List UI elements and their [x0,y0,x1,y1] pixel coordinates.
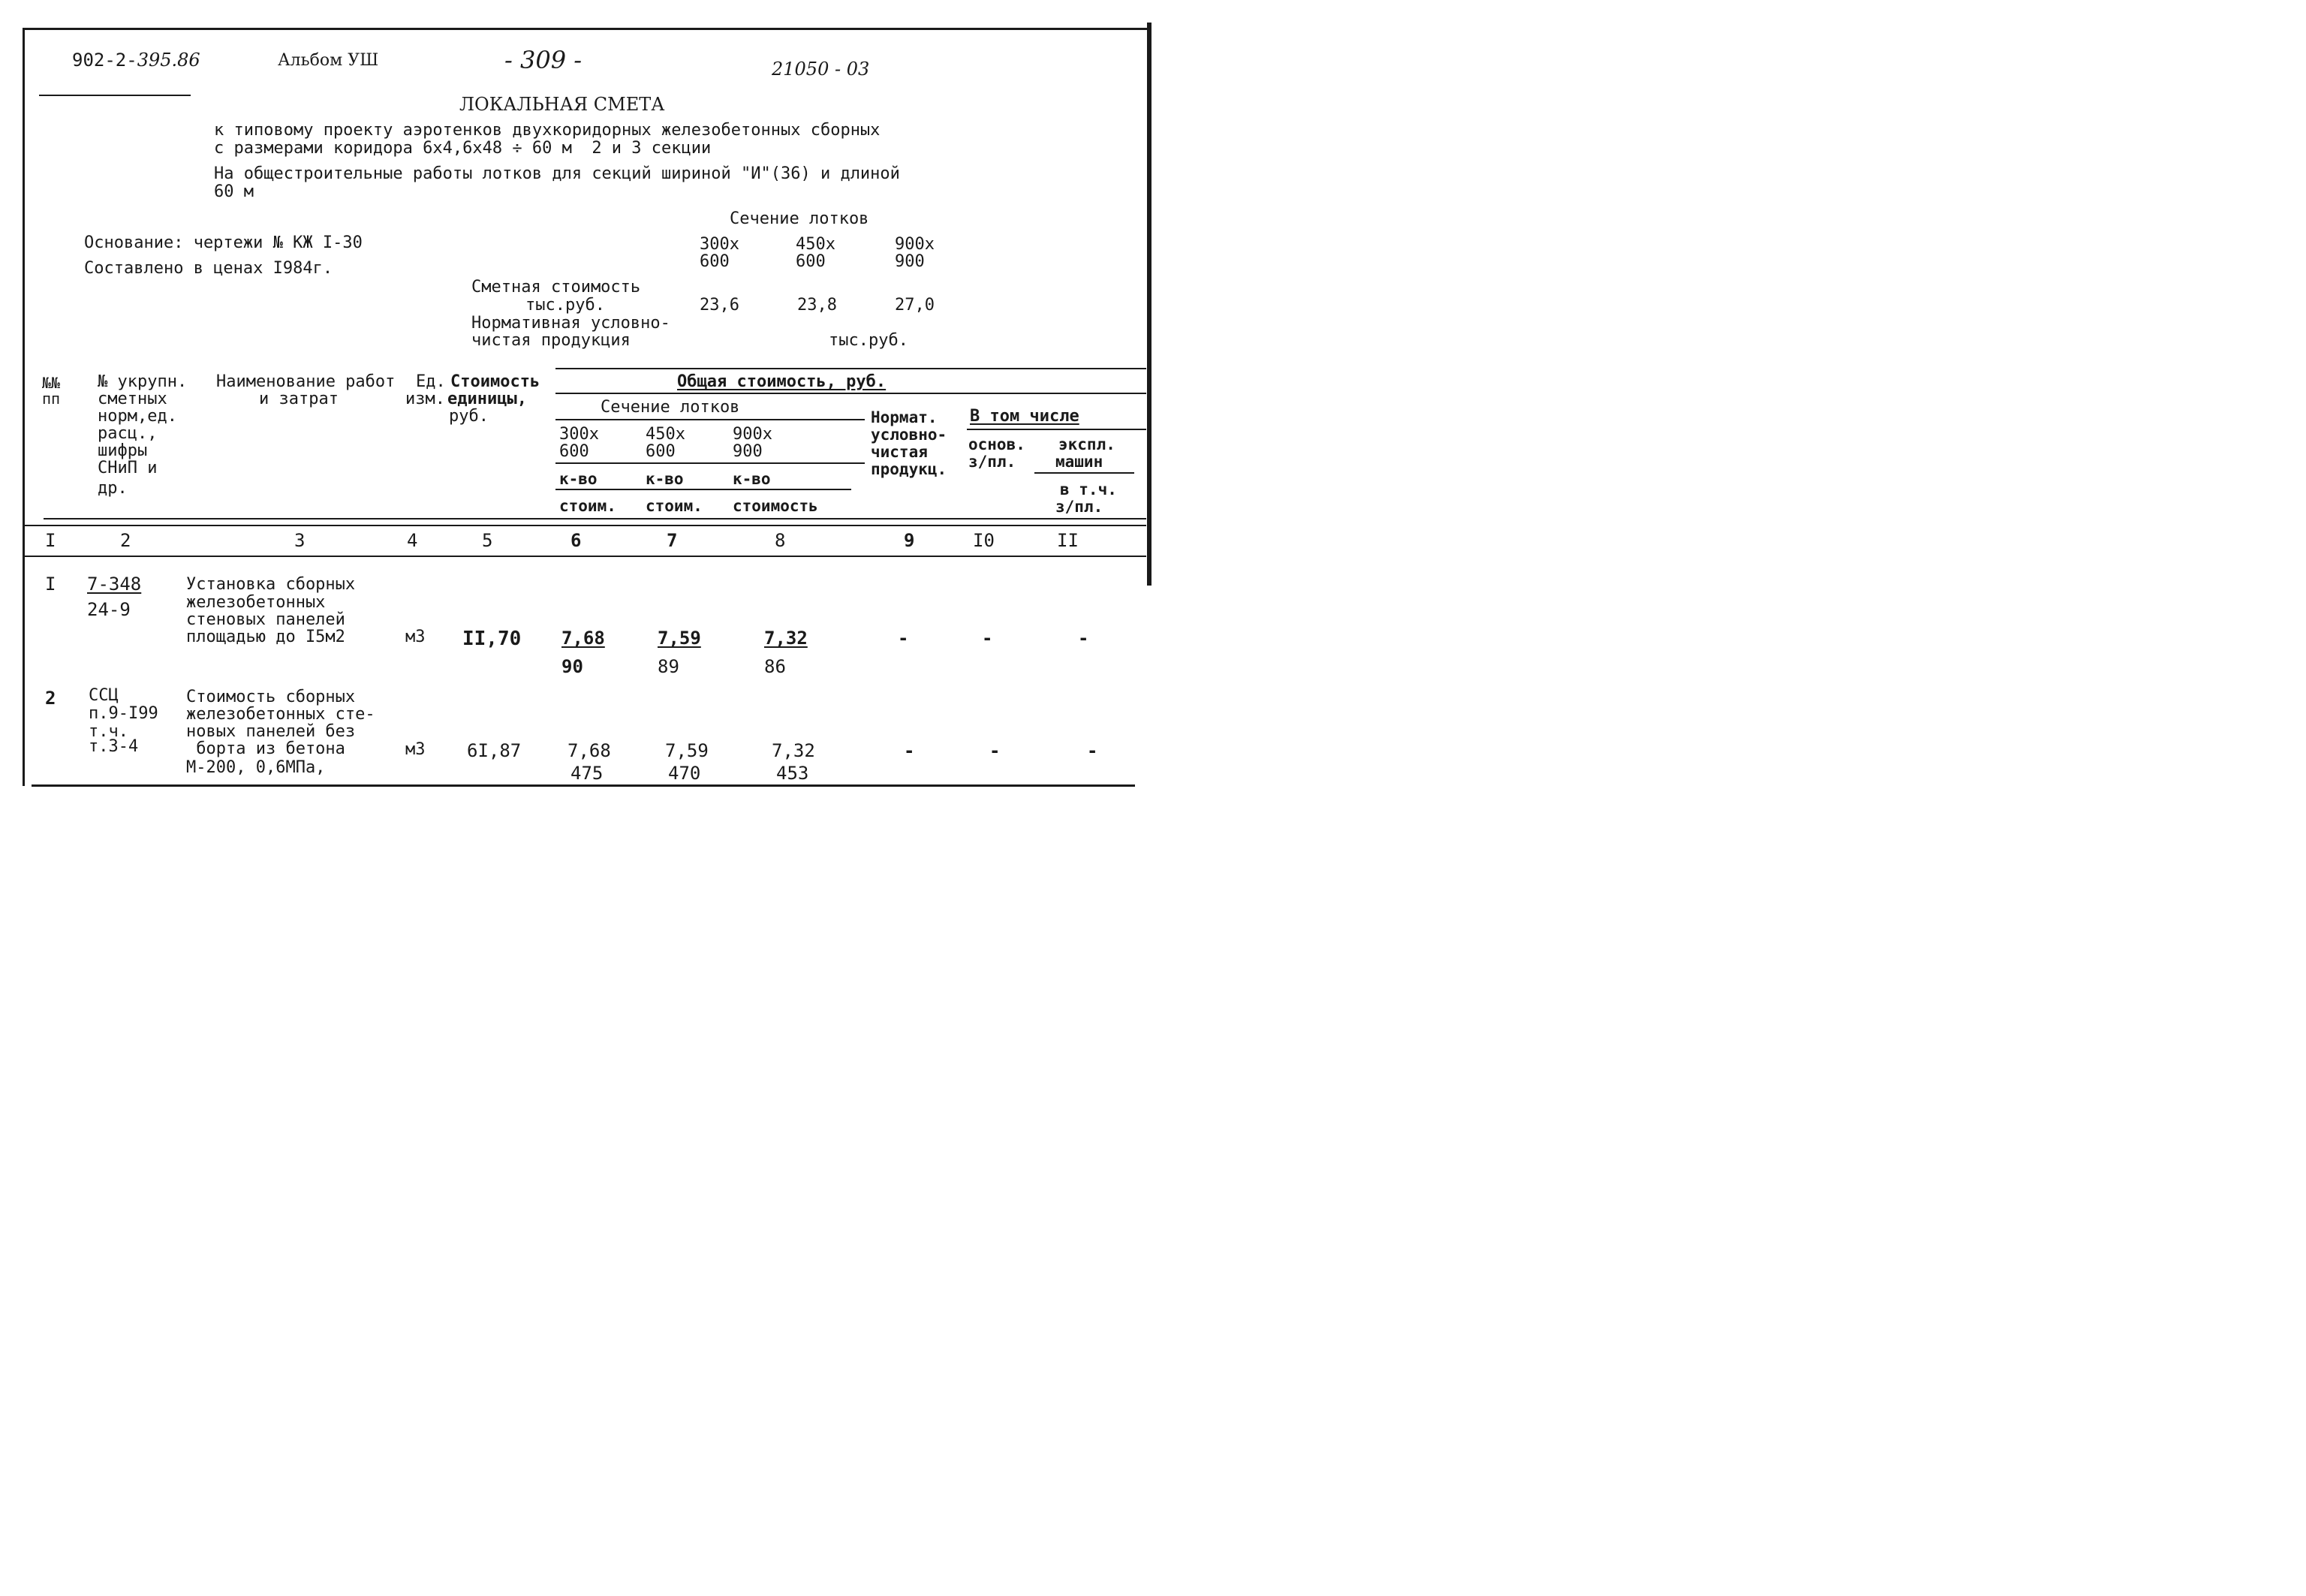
title-line-4: 60 м [214,182,254,201]
header-col2-line7: др. [98,479,128,498]
meta-section-1-top: 300х [700,235,739,254]
header-s1-bottom: 600 [559,442,589,461]
row2-s1-cost: 475 [570,763,604,784]
title-line-1: к типовому проекту аэротенков двухкоридорных железобетонных сборных [214,121,881,140]
header-col9-line2: условно- [871,426,947,444]
header-col3-line1: Наименование работ [216,372,396,391]
header-col4-line1: Ед. [416,372,446,391]
page-number: - 309 - [504,46,583,74]
row2-code-line3: т.ч. [89,722,128,741]
row1-name-line1: Установка сборных [186,575,356,594]
title-line-3: На общестроительные работы лотков для секций шириной "И"(36) и длиной [214,164,900,183]
header-total-cost: Общая стоимость, руб. [677,372,887,391]
header-section-sub: Сечение лотков [601,398,740,417]
section-label: Сечение лотков [730,209,869,228]
row1-code-top: 7-348 [87,574,142,595]
meta-section-3-bottom: 900 [895,252,925,271]
basis-text: Основание: чертежи № КЖ I-30 [84,233,363,252]
document-code: 902-2-395.86 [72,50,200,71]
estimated-cost-1: 23,6 [700,296,739,315]
row1-num: I [45,574,56,595]
estimated-cost-3: 27,0 [895,296,935,315]
row2-unit: м3 [405,740,426,759]
total-cost-rule [555,393,1146,394]
header-col2-line2: сметных [98,390,167,408]
colnum-10: I0 [973,530,995,551]
row2-col10: - [989,740,1001,761]
row2-num: 2 [45,688,56,709]
header-col11-line4: з/пл. [1055,498,1103,516]
normative-unit: тыс.руб. [829,331,908,350]
header-col2-line3: норм,ед. [98,407,177,426]
header-s1-cost: стоим. [559,497,616,515]
row2-col9: - [904,740,915,761]
header-col2-line5: шифры [98,441,148,460]
header-col9-line1: Нормат. [871,408,938,426]
col11-rule [1034,472,1134,474]
header-s3-top: 900х [733,425,772,444]
row2-unit-cost: 6I,87 [467,740,522,761]
row1-col11: - [1078,628,1089,649]
row1-col10: - [982,628,993,649]
row1-s2-cost: 89 [658,656,679,677]
row1-s3-qty: 7,32 [764,628,808,649]
header-col10-line2: з/пл. [968,453,1016,471]
row2-code-line1: ССЦ [89,686,119,705]
colnum-6: 6 [570,530,582,551]
header-col2-line6: СНиП и [98,459,158,477]
estimated-cost-2: 23,8 [797,296,837,315]
row2-s1-qty: 7,68 [567,740,611,761]
colnum-11: II [1057,530,1079,551]
row1-col9: - [898,628,909,649]
row2-s2-qty: 7,59 [665,740,709,761]
row1-name-line3: стеновых панелей [186,610,345,629]
frame-right [1147,23,1151,586]
row1-s3-cost: 86 [764,656,786,677]
header-s2-top: 450х [646,425,685,444]
row2-s3-cost: 453 [776,763,809,784]
row2-name-line2: железобетонных сте- [186,705,375,724]
header-col2-line1: № укрупн. [98,372,188,391]
header-col5-line2: единицы, [447,390,527,408]
header-s1-top: 300х [559,425,599,444]
header-col9-line3: чистая [871,443,928,461]
header-col5-line3: руб. [449,407,489,426]
meta-section-3-top: 900х [895,235,935,254]
section-sub-rule [555,419,865,420]
header-s2-cost: стоим. [646,497,703,515]
header-col11-line1: экспл. [1058,435,1115,453]
header-col11-line3: в т.ч. [1060,480,1117,498]
colnum-4: 4 [407,530,418,551]
header-col10-line1: основ. [968,435,1025,453]
header-s2-qty: к-во [646,470,684,488]
estimated-cost-label-1: Сметная стоимость [471,278,641,297]
qty-rule [555,489,851,490]
row1-name-line4: площадью до I5м2 [186,628,345,646]
incl-rule [967,429,1146,430]
header-col9-line4: продукц. [871,460,947,478]
colnum-9: 9 [904,530,915,551]
colnum-bottom-rule [23,556,1146,557]
header-bottom-rule [44,518,1146,519]
frame-bottom [32,784,1135,787]
row2-name-line1: Стоимость сборных [186,688,356,706]
meta-section-2-bottom: 600 [796,252,826,271]
header-col1-line2: пп [42,390,61,408]
colnum-1: I [45,530,56,551]
colnum-5: 5 [482,530,493,551]
frame-left [23,28,25,786]
row2-code-line2: п.9-I99 [89,704,158,723]
estimated-cost-label-2: тыс.руб. [525,296,605,315]
prices-text: Составлено в ценах I984г. [84,259,333,278]
row2-s2-cost: 470 [668,763,701,784]
row1-unit: м3 [405,628,426,646]
dims-rule [555,462,865,464]
row1-s1-cost: 90 [561,656,583,677]
row2-code-line4: т.3-4 [89,737,139,756]
header-s3-cost: стоимость [733,497,818,515]
page-title: ЛОКАЛЬНАЯ СМЕТА [459,94,665,115]
row2-name-line5: М-200, 0,6МПа, [186,758,326,777]
row1-s2-qty: 7,59 [658,628,701,649]
row1-unit-cost: II,70 [462,628,522,650]
frame-top [23,28,1151,30]
header-s3-qty: к-во [733,470,771,488]
header-incl: В том числе [970,407,1079,426]
header-col5-line1: Стоимость [450,372,540,391]
header-s1-qty: к-во [559,470,598,488]
header-rule [39,95,191,96]
header-col2-line4: расц., [98,424,158,443]
header-col4-line2: изм. [405,390,445,408]
row2-s3-qty: 7,32 [772,740,815,761]
colnum-2: 2 [120,530,131,551]
colnum-3: 3 [294,530,306,551]
header-col3-line2: и затрат [259,390,339,408]
title-line-2: с размерами коридора 6х4,6х48 ÷ 60 м 2 и 3 секции [214,139,712,158]
header-s2-bottom: 600 [646,442,676,461]
row1-name-line2: железобетонных [186,593,326,612]
normative-label-2: чистая продукция [471,331,631,350]
colnum-8: 8 [775,530,786,551]
row2-name-line4: борта из бетона [186,739,345,758]
table-top-rule [555,368,1146,369]
colnum-7: 7 [667,530,678,551]
colnum-top-rule [23,525,1146,526]
meta-section-1-bottom: 600 [700,252,730,271]
document-number: 21050 - 03 [772,59,870,80]
row1-s1-qty: 7,68 [561,628,605,649]
row2-name-line3: новых панелей без [186,722,356,741]
meta-section-2-top: 450х [796,235,835,254]
album-label: Альбом УШ [278,51,379,70]
row2-col11: - [1087,740,1098,761]
normative-label-1: Нормативная условно- [471,314,670,333]
row1-code-bottom: 24-9 [87,599,131,620]
header-s3-bottom: 900 [733,442,763,461]
header-col11-line2: машин [1055,453,1103,471]
header-col1-line1: №№ [42,374,61,392]
